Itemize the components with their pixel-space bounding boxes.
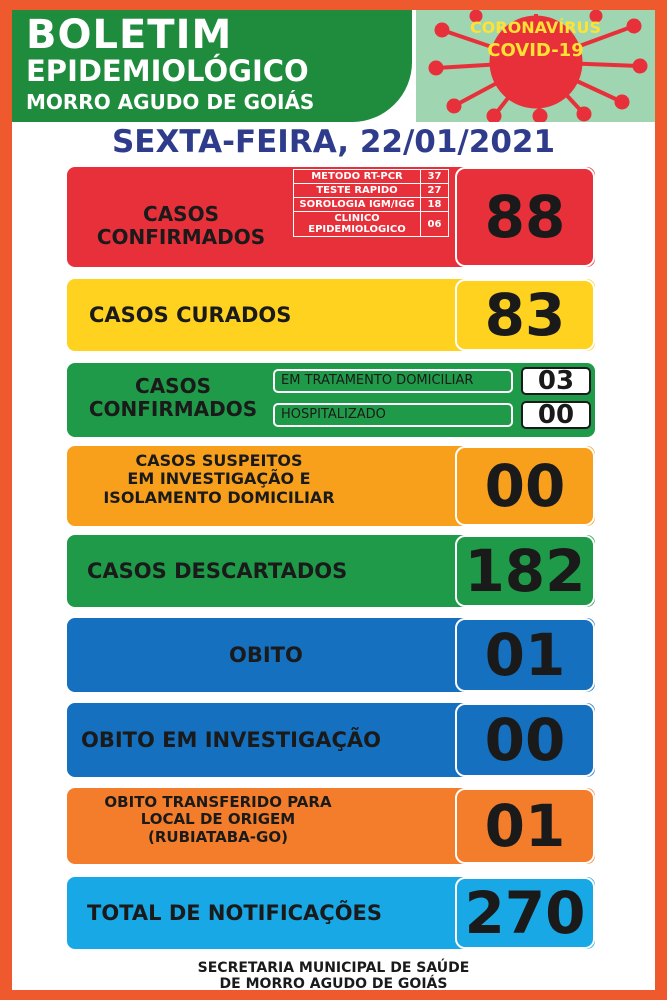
method-value: 27 — [421, 184, 449, 198]
confirmation-method-table — [293, 169, 449, 237]
obito-transferido-label — [75, 794, 361, 846]
casos-descartados-label: CASOS DESCARTADOS — [87, 559, 348, 583]
hospitalizado-value: 00 — [521, 401, 591, 429]
obito-investigacao-label: OBITO EM INVESTIGAÇÃO — [81, 728, 381, 752]
obito-label: OBITO — [229, 643, 303, 667]
casos-curados-label: CASOS CURADOS — [89, 303, 292, 327]
label-line: (RUBIATABA-GO) — [148, 827, 288, 846]
em-tratamento-value: 03 — [521, 367, 591, 395]
casos-curados-value: 83 — [455, 279, 595, 351]
row-obito-transferido — [65, 786, 597, 866]
em-tratamento-label: EM TRATAMENTO DOMICILIAR — [273, 369, 513, 393]
title-epidemiologico: EPIDEMIOLÓGICO — [26, 54, 309, 88]
label-line: LOCAL DE ORIGEM — [140, 810, 296, 829]
row-confirmados-status — [65, 361, 597, 439]
casos-suspeitos-value: 00 — [455, 446, 595, 526]
row-casos-confirmados — [65, 165, 597, 269]
badge-covid-text: COVID-19 — [487, 40, 584, 61]
label-line: CASOS — [143, 202, 219, 226]
label-line: CONFIRMADOS — [88, 397, 258, 421]
label-line: CASOS — [135, 374, 211, 398]
casos-descartados-value: 182 — [455, 535, 595, 607]
label-line: EM INVESTIGAÇÃO E — [127, 469, 311, 489]
method-label: SOROLOGIA IGM/IGG — [294, 198, 421, 212]
table-row — [294, 170, 449, 184]
obito-transferido-value: 01 — [455, 788, 595, 864]
total-notificacoes-value: 270 — [455, 877, 595, 949]
label-line: ISOLAMENTO DOMICILIAR — [103, 487, 335, 507]
casos-suspeitos-label — [83, 452, 355, 507]
row-casos-descartados — [65, 533, 597, 609]
label-line: CASOS SUSPEITOS — [135, 451, 303, 470]
method-value: 37 — [421, 170, 449, 184]
row-total-notificacoes — [65, 875, 597, 951]
obito-investigacao-value: 00 — [455, 703, 595, 777]
footer-secretaria: SECRETARIA MUNICIPAL DE SAÚDE — [197, 960, 470, 976]
bulletin-page — [12, 10, 655, 990]
casos-confirmados-label — [81, 203, 281, 249]
label-line: CONFIRMADOS — [96, 225, 266, 249]
row-casos-suspeitos — [65, 444, 597, 528]
hospitalizado-label: HOSPITALIZADO — [273, 403, 513, 427]
title-boletim: BOLETIM — [26, 12, 233, 58]
badge-coronavirus-text: CORONAVÍRUS — [469, 18, 602, 37]
title-city: MORRO AGUDO DE GOIÁS — [26, 90, 315, 114]
row-obito-investigacao — [65, 701, 597, 779]
table-row — [294, 184, 449, 198]
report-date: SEXTA-FEIRA, 22/01/2021 — [111, 124, 556, 160]
row-casos-curados — [65, 277, 597, 353]
method-label: TESTE RAPIDO — [294, 184, 421, 198]
label-line: OBITO TRANSFERIDO PARA — [104, 793, 332, 811]
confirmados-status-label — [85, 375, 261, 421]
method-value: 06 — [421, 212, 449, 237]
table-row — [294, 212, 449, 237]
header-title-block — [12, 10, 412, 122]
method-value: 18 — [421, 198, 449, 212]
casos-confirmados-value: 88 — [455, 167, 595, 267]
row-obito — [65, 616, 597, 694]
obito-value: 01 — [455, 618, 595, 692]
method-label: CLINICO EPIDEMIOLOGICO — [294, 212, 421, 237]
total-notificacoes-label: TOTAL DE NOTIFICAÇÕES — [87, 901, 383, 925]
method-label: METODO RT-PCR — [294, 170, 421, 184]
footer-city: DE MORRO AGUDO DE GOIÁS — [219, 976, 448, 992]
coronavirus-badge — [416, 10, 655, 122]
table-row — [294, 198, 449, 212]
